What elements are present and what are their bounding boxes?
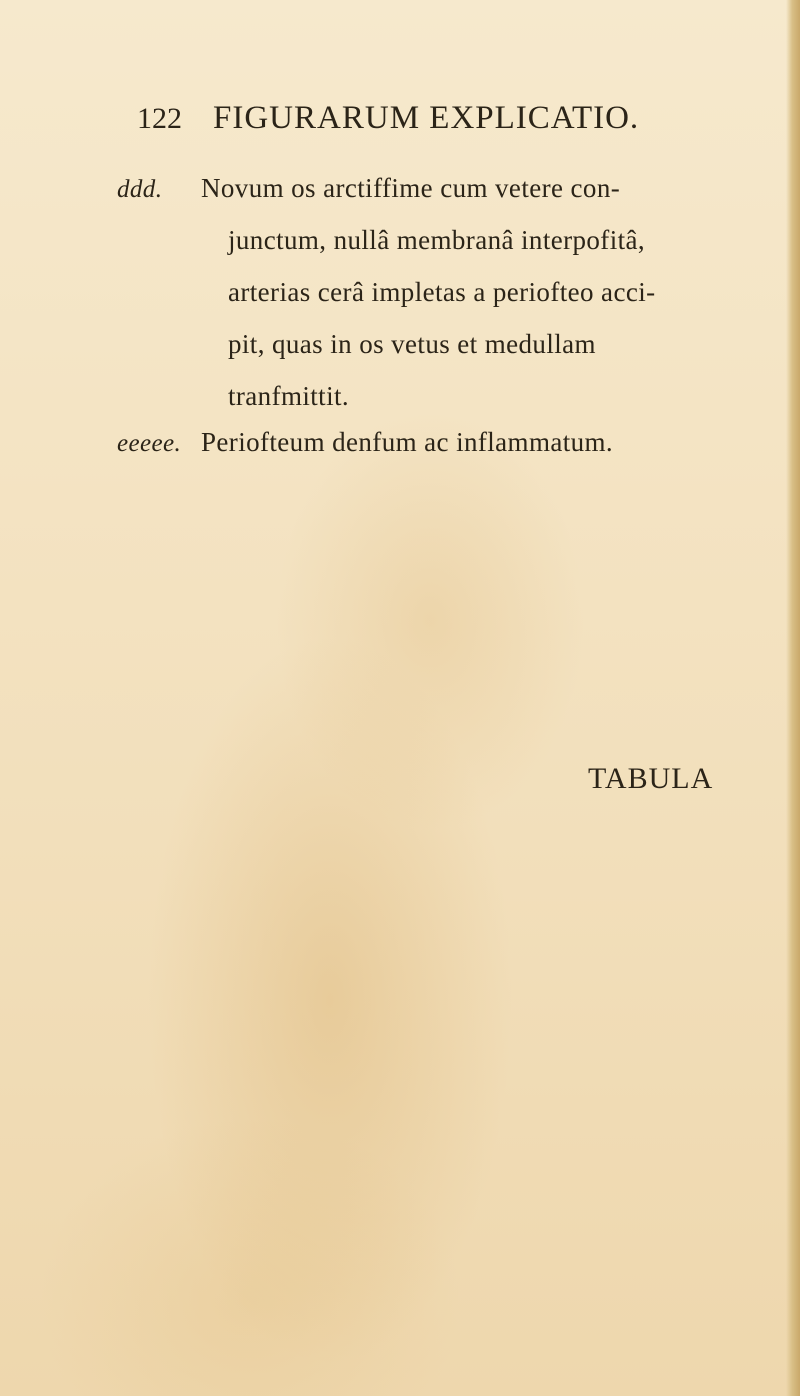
page-title: FIGURARUM EXPLICATIO.: [213, 100, 640, 136]
catchword: TABULA: [588, 762, 714, 795]
running-head: [137, 100, 639, 140]
entry-line: Novum os arctiffime cum vetere con-: [201, 173, 621, 203]
entry-line: [117, 420, 181, 464]
entry-key: eeeee.: [117, 430, 182, 457]
entry-line: arterias cerâ impletas a periofteo acci-: [228, 277, 656, 307]
entry-line: pit, quas in os vetus et medullam: [228, 329, 596, 359]
entry-line: Periofteum denfum ac inflammatum.: [201, 427, 614, 457]
entry-key: ddd.: [117, 176, 163, 203]
entry-line: [117, 166, 162, 210]
entry-line: junctum, nullâ membranâ interpofitâ,: [228, 225, 646, 255]
entry-line: tranfmittit.: [228, 381, 350, 411]
page-edge: [786, 0, 800, 1396]
page-number: 122: [137, 102, 182, 135]
